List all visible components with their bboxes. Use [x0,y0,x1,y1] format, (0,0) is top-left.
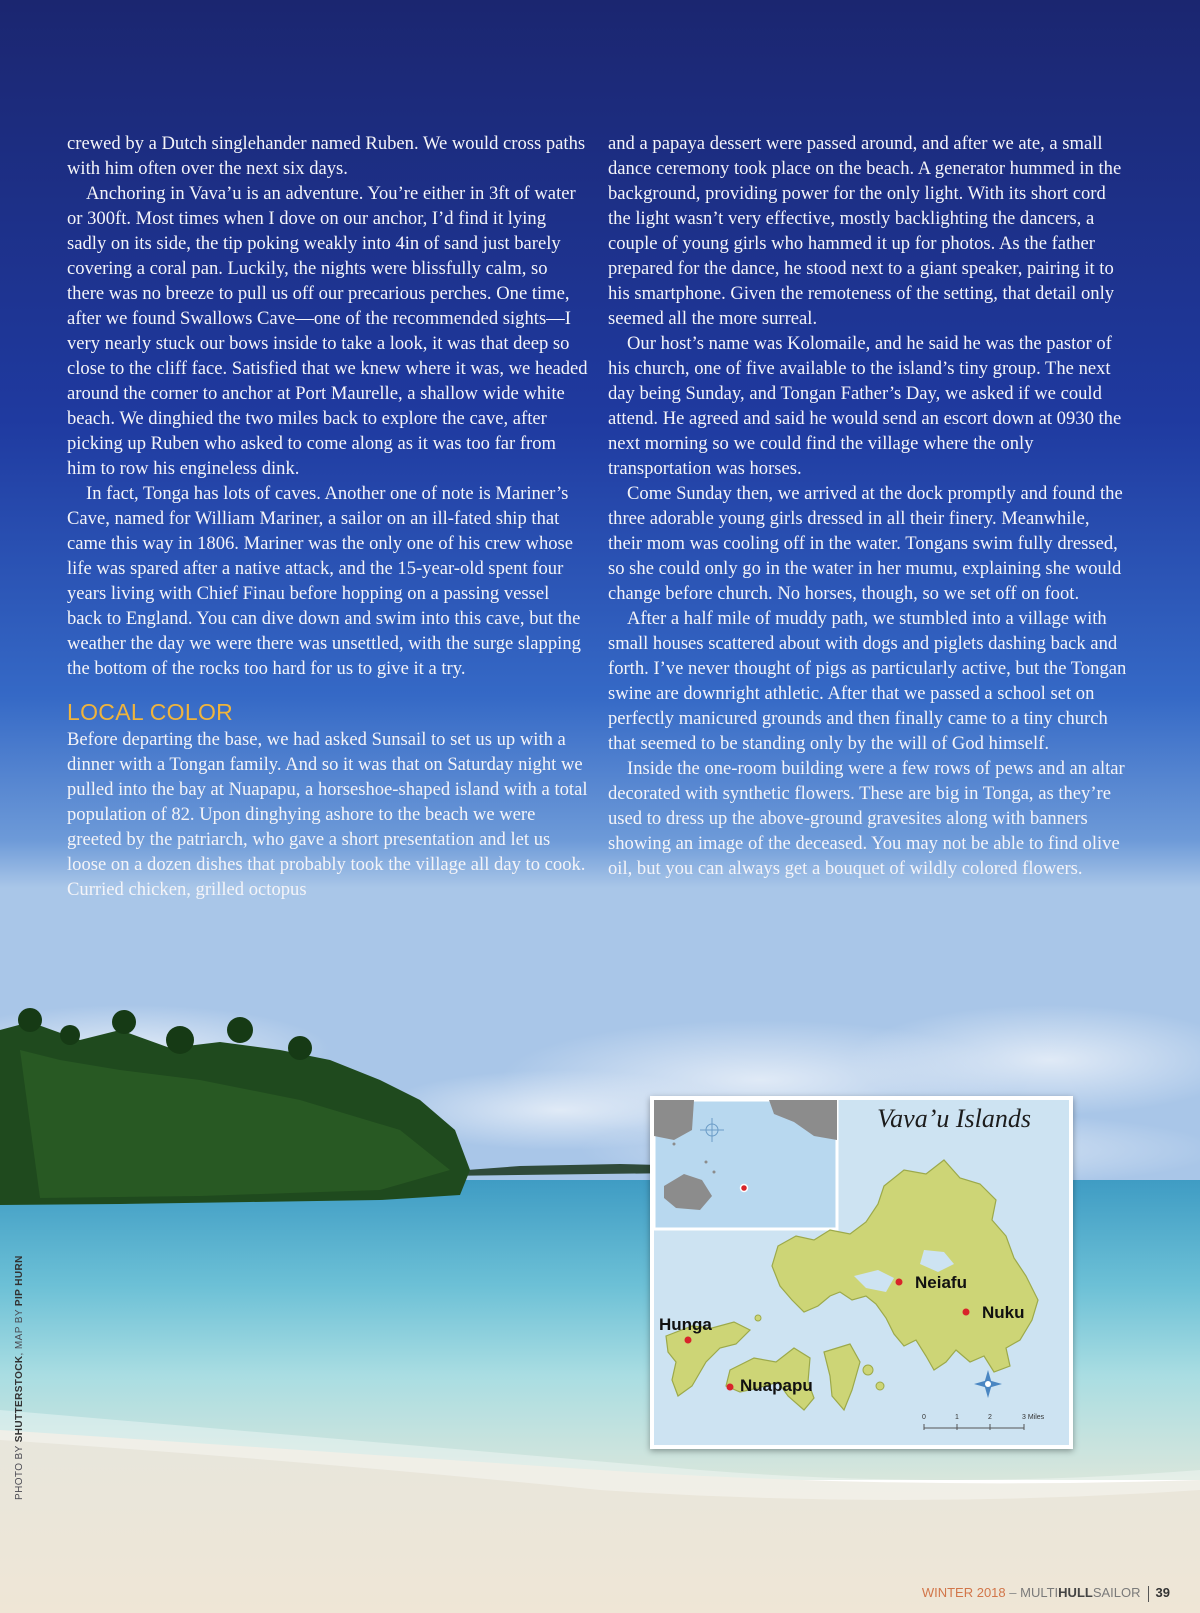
hunga-marker-icon [685,1337,692,1344]
paragraph: After a half mile of muddy path, we stumbled into a village with small houses scattered about with dogs and piglets dashing back and forth. I’ve never thought of pigs as particularly active, but the Tongan swine are downright athletic. After that we passed a school set on perfectly manicured grounds and then finally came to a tiny church that seemed to be standing only by the will of God himself. [608,608,1127,754]
credit-map-artist: PIP HURN [14,1255,25,1307]
paragraph: Anchoring in Vava’u is an adventure. You’re either in 3ft of water or 300ft. Most times when I dove on our anchor, I’d find it lying sadly on its side, the tip poking weakly into 4in of sand just barely covering a coral pan. Luckily, the nights were blissfully calm, so there was no breeze to pull us off our precarious perches. One time, after we found Swallows Cave—one of the recommended sights—I very nearly stuck our bows inside to take a look, it was that deep so close to the cliff face. Satisfied that we knew where it was, we headed around the corner to anchor at Port Maurelle, a shallow wide white beach. We dinghied the two miles back to explore the cave, after picking up Ruben who asked to come along as it was too far from him to row his engineless dink. [67,183,588,479]
scale-label: 1 [955,1414,959,1421]
credit-photographer: SHUTTERSTOCK [14,1355,25,1443]
magazine-name-part1: MULTI [1020,1585,1059,1600]
section-heading: LOCAL COLOR [67,699,234,725]
magazine-name-part3: SAILOR [1092,1585,1141,1600]
paragraph: Come Sunday then, we arrived at the dock promptly and found the three adorable young girls dressed in all their finery. Meanwhile, their mom was cooling off in the water. Tongans swim fully dressed, so she could only go in the water in her mumu, explaining she would change before church. No horses, though, so we set off on foot. [608,483,1123,604]
page-footer [922,1585,1170,1602]
footer-separator: – [1005,1585,1021,1600]
map-title: Vava’u Islands [877,1104,1031,1133]
magazine-name-part2: HULL [1058,1585,1093,1600]
neiafu-marker-icon [896,1279,903,1286]
issue-date: WINTER 2018 [921,1585,1006,1600]
paragraph: and a papaya dessert were passed around, and after we ate, a small dance ceremony took place on the beach. A generator hummed in the background, providing power for the only light. With its short cord the light wasn’t very effective, mostly backlighting the dancers, a couple of young girls who hammed it up for photos. As the father prepared for the dance, he stood next to a giant speaker, pairing it to his smartphone. Given the remoteness of the setting, that detail only seemed all the more surreal. [608,133,1122,329]
scale-label: 2 [988,1414,992,1421]
credit-mid: , MAP BY [14,1306,25,1356]
place-label-nuku: Nuku [982,1303,1025,1322]
place-label-neiafu: Neiafu [915,1273,967,1292]
credit-prefix: PHOTO BY [14,1442,25,1500]
nuapapu-marker-icon [727,1384,734,1391]
paragraph: Inside the one-room building were a few rows of pews and an altar decorated with synthetic flowers. These are big in Tonga, as they’re used to dress up the above-ground gravesites along with banners showing an image of the deceased. You may not be able to find olive oil, but you can always get a bouquet of wildly colored flowers. [608,758,1125,879]
photo-credit [14,1255,25,1500]
page-number: 39 [1155,1585,1170,1600]
scale-label: 0 [922,1414,926,1421]
footer-divider [1148,1586,1149,1602]
article-left-column [67,131,589,902]
nuku-marker-icon [963,1309,970,1316]
place-label-hunga: Hunga [659,1315,712,1334]
place-label-nuapapu: Nuapapu [740,1376,813,1395]
paragraph: Before departing the base, we had asked Sunsail to set us up with a dinner with a Tongan family. And so it was that on Saturday night we pulled into the bay at Nuapapu, a horseshoe-shaped island with a total population of 82. Upon dinghying ashore to the beach we were greeted by the patriarch, who gave a short presentation and let us loose on a dozen dishes that probably took the village all day to cook. Curried chicken, grilled octopus [67,729,588,900]
location-marker-icon [741,1185,748,1192]
article-right-column [608,131,1128,881]
map-graphic [654,1100,1069,1445]
vavau-islands-map [650,1096,1073,1449]
scale-label: 3 Miles [1022,1414,1045,1421]
paragraph: crewed by a Dutch singlehander named Ruben. We would cross paths with him often over the next six days. [67,133,586,179]
paragraph: Our host’s name was Kolomaile, and he said he was the pastor of his church, one of five available to the island’s tiny group. The next day being Sunday, and Tongan Father’s Day, we asked if we could attend. He agreed and said he would send an escort down at 0930 the next morning so we could find the village where the only transportation was horses. [608,333,1122,479]
paragraph: In fact, Tonga has lots of caves. Another one of note is Mariner’s Cave, named for William Mariner, a sailor on an ill-fated ship that came this way in 1806. Mariner was the only one of his crew whose life was spared after a native attack, and the 15-year-old spent four years living with Chief Finau before hopping on a passing vessel back to England. You can dive down and swim into this cave, but the weather the day we were there was unsettled, with the surge slapping the bottom of the rocks too hard for us to give it a try. [67,483,581,679]
